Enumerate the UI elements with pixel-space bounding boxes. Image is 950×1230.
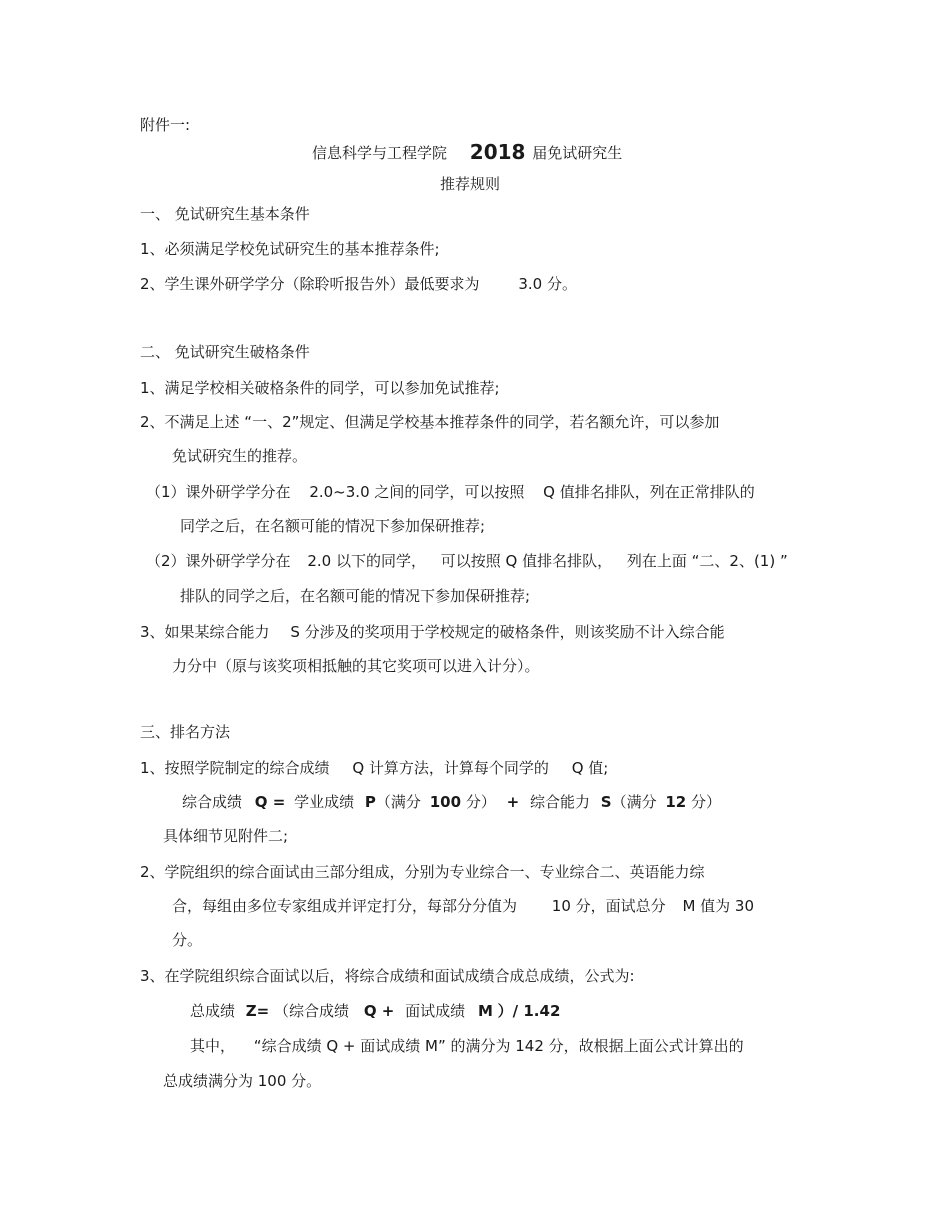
title-year: 2018 (469, 140, 526, 164)
section1-item2-text: 2、学生课外研学学分（除聆听报告外）最低要求为 (140, 275, 480, 293)
s3-item2-a: 合，每组由多位专家组成并评定打分，每部分分值为 (172, 897, 518, 915)
section3-item3: 3、在学院组织综合面试以后，将综合成绩和面试成绩合成总成绩，公式为: (140, 967, 635, 985)
formula-composite (182, 792, 721, 812)
note-a: 其中， (190, 1037, 236, 1055)
sub2-text-c: 可以按照 Q 值排名排队， (440, 552, 613, 570)
page-subtitle: 推荐规则 (440, 175, 501, 193)
section3-heading: 三、排名方法 (140, 723, 231, 741)
sub1-text-a: （1）课外研学学分在 (146, 483, 291, 501)
section2-heading: 二、 免试研究生破格条件 (140, 343, 310, 361)
f2-t2: Z= (245, 1002, 270, 1020)
section1-item2 (140, 274, 577, 294)
section2-item2-line1: 2、不满足上述 “一、2”规定、但满足学校基本推荐条件的同学，若名额允许，可以参加 (140, 413, 720, 431)
section2-item2-line2: 免试研究生的推荐。 (172, 447, 308, 465)
section3-item2-line1: 2、学院组织的综合面试由三部分组成，分别为专业综合一、专业综合二、英语能力综 (140, 863, 705, 881)
f1-t3: 学业成绩 (294, 793, 355, 811)
section2-item1: 1、满足学校相关破格条件的同学，可以参加免试推荐; (140, 379, 500, 397)
f1-t9: 综合能力 (529, 793, 590, 811)
title-part2: 届免试研究生 (532, 144, 623, 162)
note-b: “综合成绩 Q + 面试成绩 M” 的满分为 142 分，故根据上面公式计算出的 (253, 1037, 744, 1055)
section2-item3-line1 (140, 622, 725, 642)
sub2-text-a: （2）课外研学学分在 (146, 552, 291, 570)
f1-t5: （满分 (375, 793, 421, 811)
sub1-text-b: 2.0~3.0 之间的同学，可以按照 (309, 483, 525, 501)
attachment-label: 附件一: (140, 116, 191, 134)
f1-t1: 综合成绩 (182, 793, 243, 811)
item3-text-a: 3、如果某综合能力 (140, 623, 270, 641)
s3-item1-a: 1、按照学院制定的综合成绩 (140, 759, 330, 777)
f1-t8: + (506, 793, 520, 811)
f1-t13: 分） (691, 793, 722, 811)
section3-detail: 具体细节见附件二; (163, 827, 289, 845)
section2-item3-line2: 力分中（原与该奖项相抵触的其它奖项可以进入计分）。 (172, 657, 540, 675)
f1-t6: 100 (429, 793, 462, 811)
s3-item2-c: M 值为 30 (682, 897, 755, 915)
f2-t1: 总成绩 (190, 1002, 236, 1020)
f2-t4: Q + (363, 1002, 395, 1020)
section3-note-line2: 总成绩满分为 100 分。 (163, 1072, 322, 1090)
section3-item2-line2 (172, 896, 754, 916)
section3-item2-line3: 分。 (172, 931, 203, 949)
section1-heading: 一、 免试研究生基本条件 (140, 205, 310, 223)
f2-t5: 面试成绩 (405, 1002, 466, 1020)
f1-t10: S (600, 793, 612, 811)
item3-text-b: S 分涉及的奖项用于学校规定的破格条件，则该奖励不计入综合能 (290, 623, 725, 641)
sub1-text-c: Q 值排名排队，列在正常排队的 (543, 483, 755, 501)
f1-t12: 12 (665, 793, 687, 811)
section3-item1 (140, 758, 608, 778)
page-title (312, 142, 622, 163)
section2-sub2-line1 (146, 551, 788, 571)
section1-item1: 1、必须满足学校免试研究生的基本推荐条件; (140, 240, 440, 258)
f1-t4: P (364, 793, 376, 811)
f1-t2: Q = (254, 793, 286, 811)
section1-item2-value: 3.0 分。 (518, 275, 577, 293)
f1-t7: 分） (465, 793, 496, 811)
sub2-text-d: 列在上面 “二、2、(1) ” (626, 552, 788, 570)
formula-total (190, 1001, 560, 1021)
section3-note-line1 (190, 1036, 744, 1056)
f2-t3: （综合成绩 (274, 1002, 350, 1020)
section2-sub1-line2: 同学之后，在名额可能的情况下参加保研推荐; (180, 517, 486, 535)
f1-t11: （满分 (611, 793, 657, 811)
f2-t7: ）/ 1.42 (497, 1002, 561, 1020)
s3-item1-c: Q 值; (571, 759, 609, 777)
section2-sub1-line1 (146, 482, 755, 502)
s3-item1-b: Q 计算方法，计算每个同学的 (352, 759, 549, 777)
f2-t6: M (477, 1002, 493, 1020)
section2-sub2-line2: 排队的同学之后，在名额可能的情况下参加保研推荐; (180, 587, 531, 605)
title-part1: 信息科学与工程学院 (312, 144, 448, 162)
sub2-text-b: 2.0 以下的同学， (307, 552, 426, 570)
s3-item2-b: 10 分，面试总分 (551, 897, 666, 915)
